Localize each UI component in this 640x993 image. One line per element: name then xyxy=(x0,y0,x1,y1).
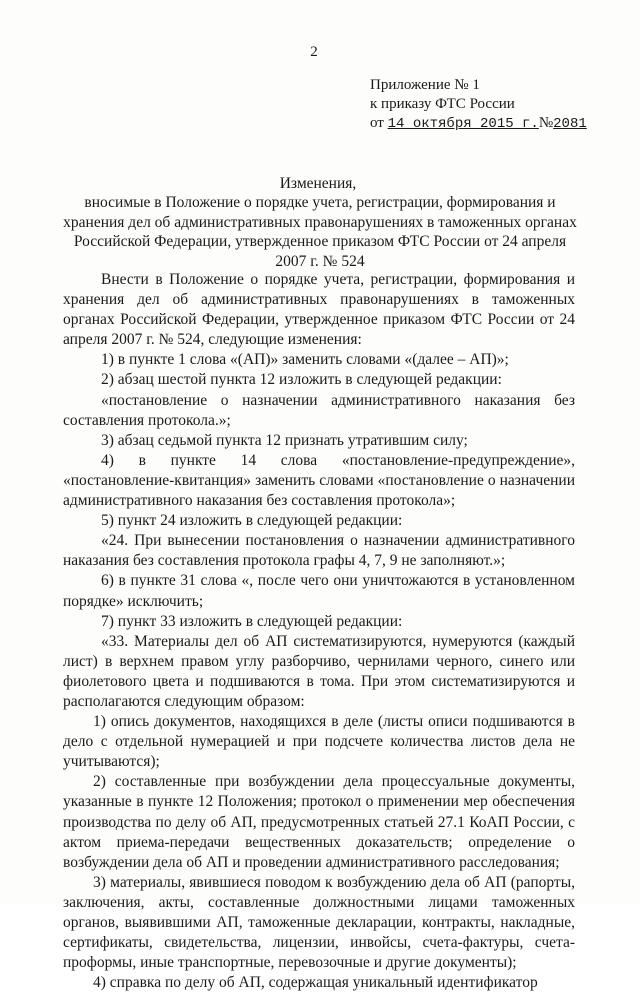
paragraph-item-5-text: «24. При вынесении постановления о назначении административного наказания без составления протокола графы 4, 7, 9 не заполняют.»; xyxy=(63,532,575,570)
paragraph-intro: Внести в Положение о порядке учета, регистрации, формирования и хранения дел об административных правонарушениях в таможенных органах Российской Федерации, утвержденное приказом ФТС России от 24 апреля 2007 г. № 524, следующие изменения: xyxy=(63,271,575,349)
paragraph-sub-3: 3) материалы, явившиеся поводом к возбуждению дела об АП (рапорты, заключения, акты, составленные должностными лицами таможенных органов, выявившими АП, таможенные декларации, контракты, накладные, сертификаты, свидетельства, лицензии, инвойсы, счета-фактуры, счета-проформы, иные транспортные, перевозочные и другие документы); xyxy=(63,873,575,972)
appendix-order-ref: к приказу ФТС России xyxy=(370,96,515,112)
paragraph-sub-4: 4) справка по делу об АП, содержащая уникальный идентификатор xyxy=(93,974,538,992)
document-subtitle: вносимые в Положение о порядке учета, регистрации, формирования и хранения дел об административных правонарушениях в таможенных органах Российской Федерации, утвержденное приказом ФТС России от 24 апреля 2007 г. № 524 xyxy=(63,194,577,270)
appendix-number-sign: № xyxy=(538,115,554,131)
paragraph-item-1: 1) в пункте 1 слова «(АП)» заменить словами «(далее – АП)»; xyxy=(101,351,509,369)
paragraph-item-2-text: «постановление о назначении административного наказания без составления протокола.»; xyxy=(63,391,575,429)
document-title: Изменения, xyxy=(279,175,357,192)
appendix-block xyxy=(370,76,587,134)
paragraph-sub-1: 1) опись документов, находящихся в деле (листы описи подшиваются в дело с отдельной нумерацией и при подсчете количества листов дела не учитываются); xyxy=(63,713,575,771)
paragraph-item-5: 5) пункт 24 изложить в следующей редакции: xyxy=(101,512,403,530)
appendix-date: 14 октября 2015 г. xyxy=(387,116,539,132)
paragraph-item-7: 7) пункт 33 изложить в следующей редакции: xyxy=(101,612,403,630)
appendix-date-prefix: от xyxy=(370,115,384,131)
paragraph-sub-2: 2) составленные при возбуждении дела процессуальные документы, указанные в пункте 12 Положения; протокол о применении мер обеспечения производства по делу об АП, предусмотренных статьей 27.1 КоАП России, с актом приема-передачи вещественных доказательств; определение о возбуждении дела об АП и проведении административного расследования; xyxy=(63,773,575,871)
appendix-number: 2081 xyxy=(553,116,587,132)
paragraph-item-4: 4) в пункте 14 слова «постановление-предупреждение», «постановление-квитанция» заменить словами «постановление о назначении административного наказания без составления протокола»; xyxy=(63,451,575,510)
paragraph-item-3: 3) абзац седьмой пункта 12 признать утратившим силу; xyxy=(101,431,468,449)
appendix-date-line xyxy=(370,114,587,134)
paragraph-item-7-text: «33. Материалы дел об АП систематизируются, нумеруются (каждый лист) в верхнем правом углу разборчиво, чернилами черного, синего или фиолетового цвета и подшиваются в тома. При этом систематизируются и располагаются следующим образом: xyxy=(63,632,575,710)
appendix-title: Приложение № 1 xyxy=(370,77,480,93)
paragraph-item-2: 2) абзац шестой пункта 12 изложить в следующей редакции: xyxy=(101,371,502,389)
paragraph-item-6: 6) в пункте 31 слова «, после чего они уничтожаются в установленном порядке» исключить; xyxy=(63,572,575,610)
page-number: 2 xyxy=(310,44,318,60)
document-body xyxy=(63,270,575,993)
